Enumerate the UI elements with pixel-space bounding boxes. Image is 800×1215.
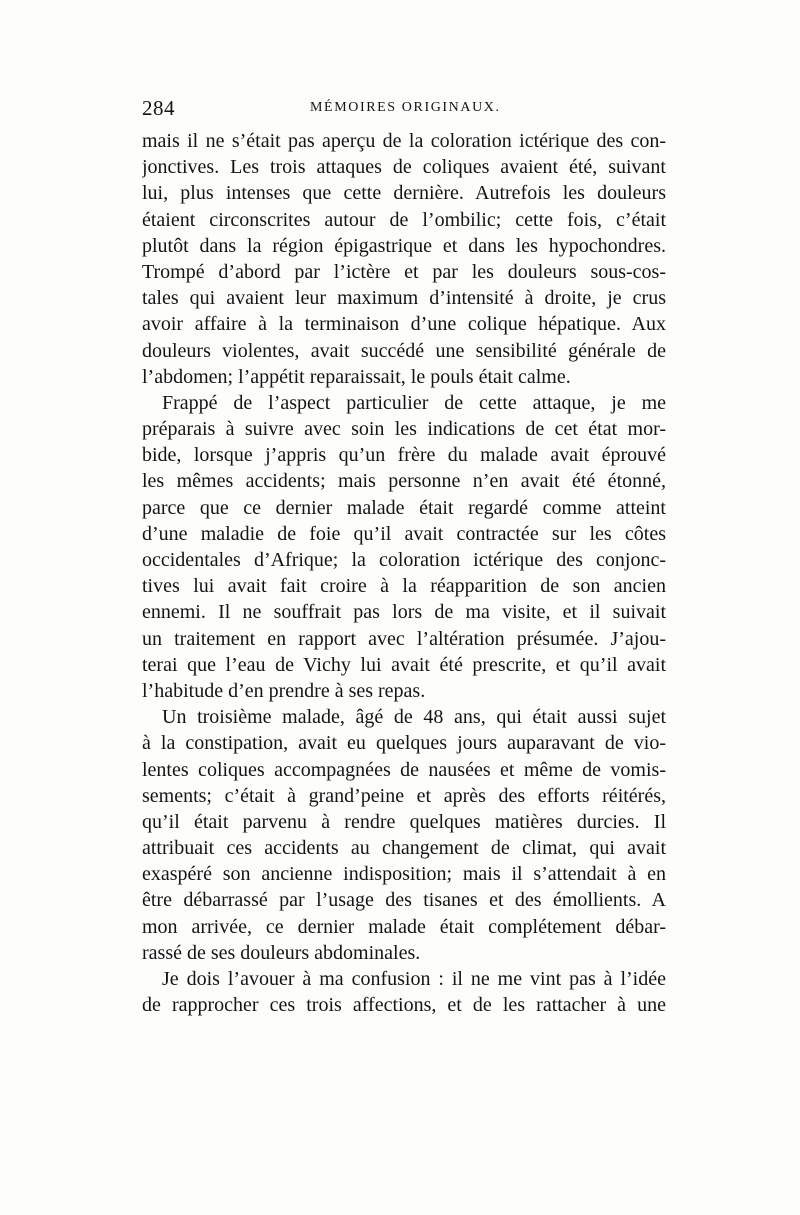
text-line: jonctives. Les trois attaques de coliques avaient été, suivant	[142, 156, 666, 179]
text-line: Je dois l’avouer à ma confusion : il ne me vint pas à l’idée	[162, 968, 666, 990]
page-number: 284	[142, 96, 175, 120]
text-line: exaspéré son ancienne indisposition; mais il s’attendait à en	[142, 863, 666, 886]
text-line: occidentales d’Afrique; la coloration ictérique des conjonc-	[142, 549, 666, 571]
text-line: d’une maladie de foie qu’il avait contractée sur les côtes	[142, 522, 666, 545]
text-line: l’habitude d’en prendre à ses repas.	[142, 679, 426, 702]
text-line: Trompé d’abord par l’ictère et par les douleurs sous-cos-	[142, 260, 666, 283]
running-title: MÉMOIRES ORIGINAUX.	[310, 100, 501, 115]
text-line: l’abdomen; l’appétit reparaissait, le pouls était calme.	[142, 365, 571, 388]
text-line: ennemi. Il ne souffrait pas lors de ma visite, et il suivait	[142, 601, 666, 624]
text-line: préparais à suivre avec soin les indications de cet état mor-	[142, 418, 666, 441]
text-line: sements; c’était à grand’peine et après des efforts réitérés,	[142, 784, 666, 807]
text-line: avoir affaire à la terminaison d’une colique hépatique. Aux	[142, 313, 666, 336]
body-text	[142, 128, 666, 1018]
text-line: Un troisième malade, âgé de 48 ans, qui était aussi sujet	[162, 706, 666, 729]
text-line: mais il ne s’était pas aperçu de la coloration ictérique des con-	[142, 130, 666, 152]
text-line: être débarrassé par l’usage des tisanes et des émollients. A	[142, 889, 666, 912]
text-line: un traitement en rapport avec l’altération présumée. J’ajou-	[142, 627, 666, 650]
text-line: lui, plus intenses que cette dernière. Autrefois les douleurs	[142, 182, 666, 205]
text-line: tales qui avaient leur maximum d’intensité à droite, je crus	[142, 287, 666, 310]
text-line: étaient circonscrites autour de l’ombilic; cette fois, c’était	[142, 208, 666, 231]
text-line: à la constipation, avait eu quelques jours auparavant de vio-	[142, 732, 666, 755]
text-line: de rapprocher ces trois affections, et de les rattacher à une	[142, 994, 666, 1017]
text-line: attribuait ces accidents au changement de climat, qui avait	[142, 837, 666, 860]
text-line: plutôt dans la région épigastrique et dans les hypochondres.	[142, 234, 666, 257]
text-line: Frappé de l’aspect particulier de cette attaque, je me	[162, 391, 666, 414]
running-header	[142, 96, 666, 126]
text-line: mon arrivée, ce dernier malade était complétement débar-	[142, 915, 666, 938]
text-line: bide, lorsque j’appris qu’un frère du malade avait éprouvé	[142, 444, 666, 467]
text-line: lentes coliques accompagnées de nausées et même de vomis-	[142, 758, 666, 781]
text-line: tives lui avait fait croire à la réapparition de son ancien	[142, 575, 666, 598]
text-line: parce que ce dernier malade était regardé comme atteint	[142, 496, 666, 519]
text-line: rassé de ses douleurs abdominales.	[142, 941, 421, 964]
text-line: les mêmes accidents; mais personne n’en avait été étonné,	[142, 470, 666, 493]
text-line: terai que l’eau de Vichy lui avait été prescrite, et qu’il avait	[142, 653, 666, 676]
text-line: douleurs violentes, avait succédé une sensibilité générale de	[142, 339, 666, 362]
text-line: qu’il était parvenu à rendre quelques matières durcies. Il	[142, 810, 666, 833]
